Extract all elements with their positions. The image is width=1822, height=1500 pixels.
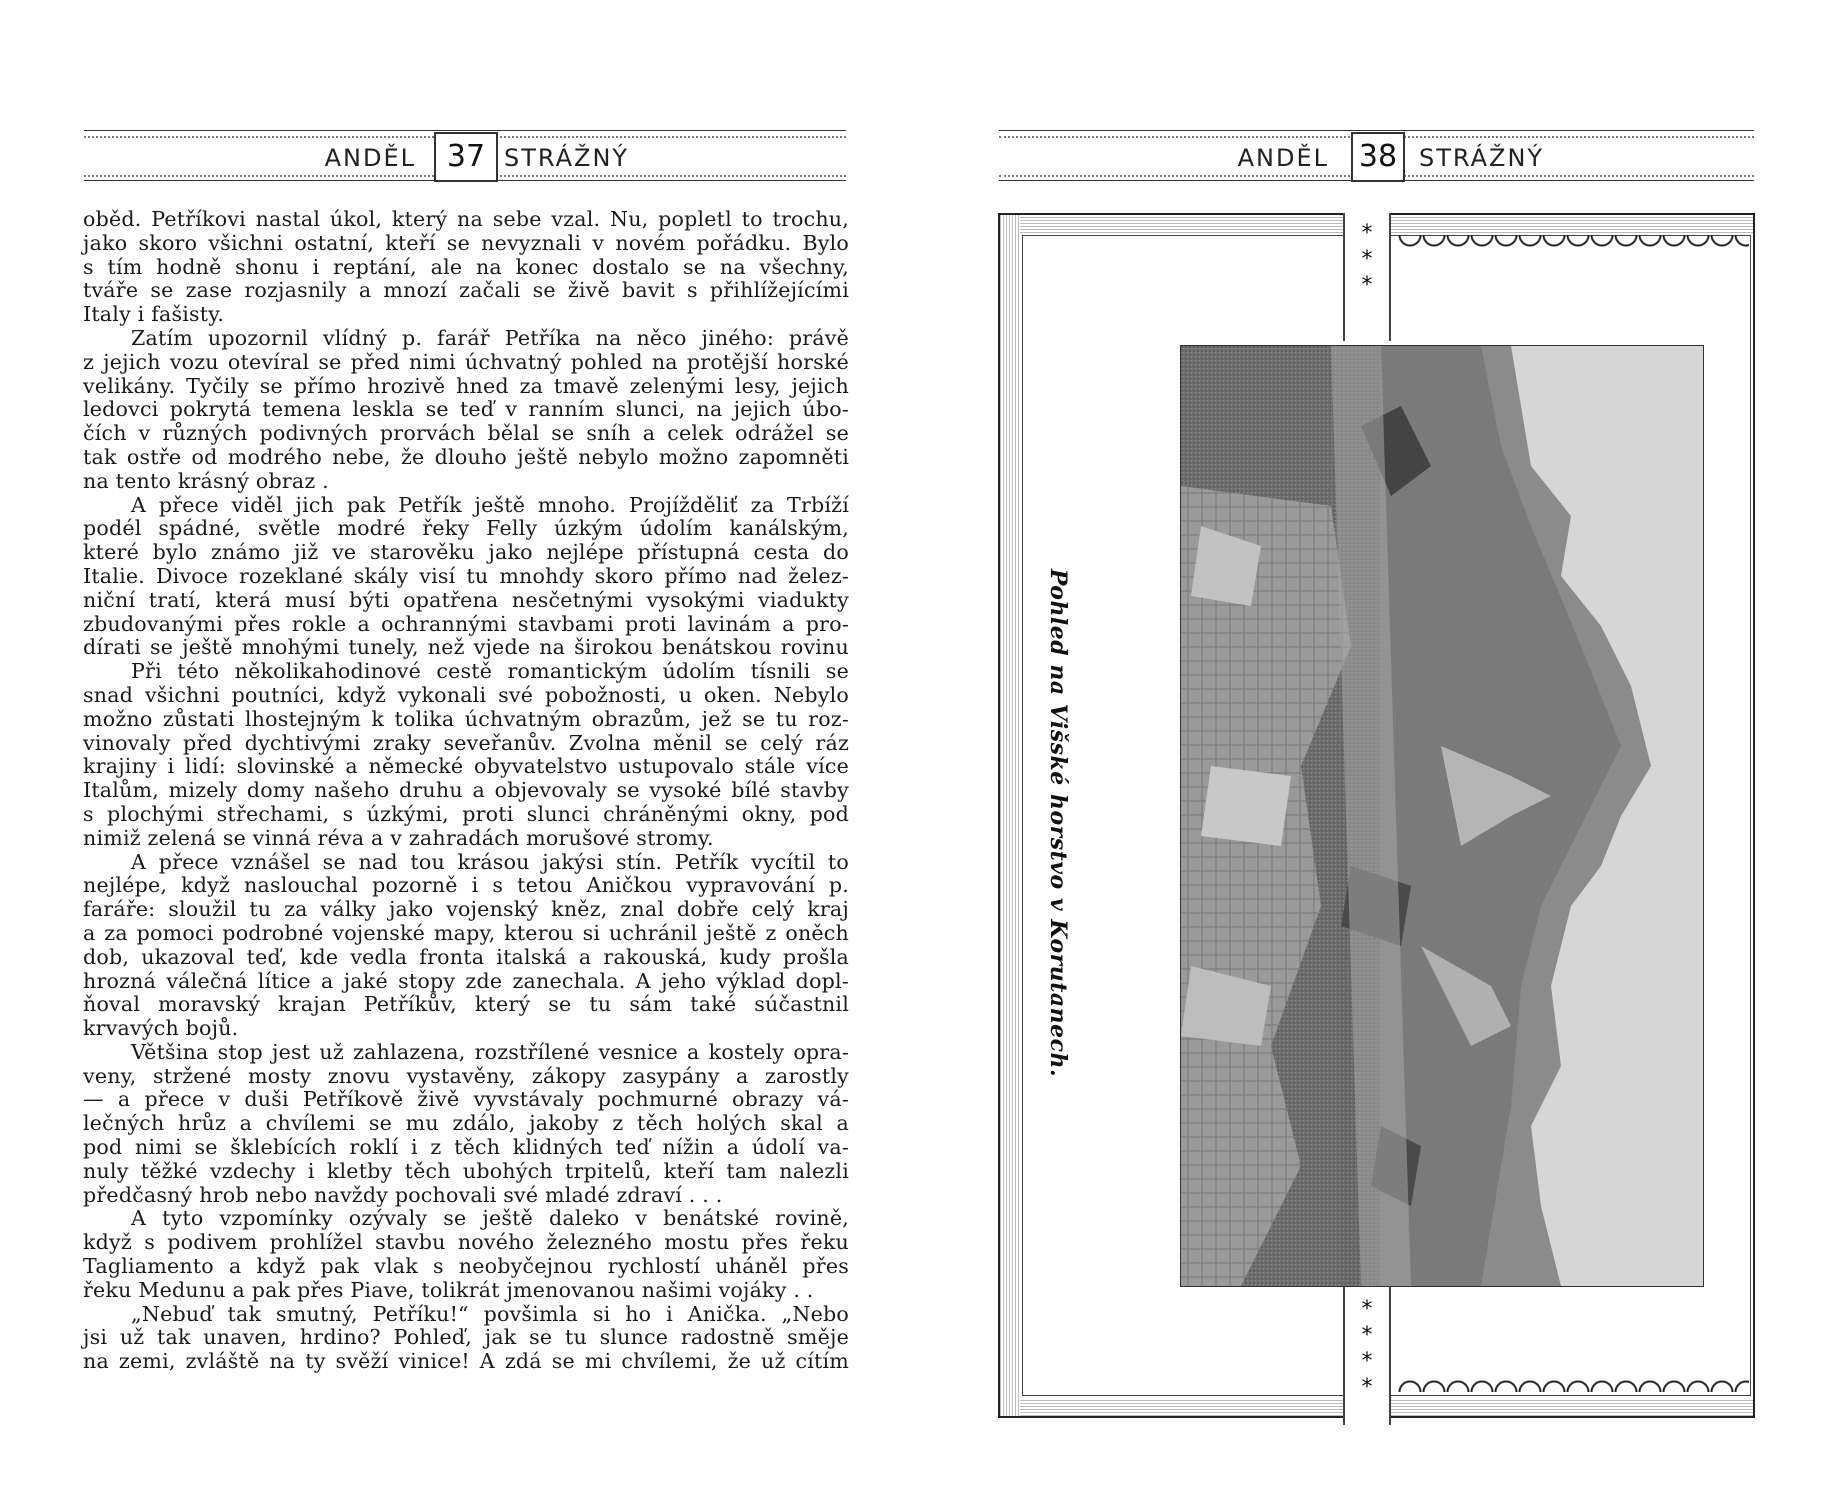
text-line: ňoval moravský krajan Petříkův, který se tu sám také súčastnil xyxy=(83,992,849,1017)
text-line: tváře se zase rozjasnily a mnozí začali se živě bavit s přihlížejícími xyxy=(83,278,849,303)
scallop-border-bottom xyxy=(1398,1374,1749,1392)
text-line: nuly těžké vzdechy i kletby těch ubohých trpitelů, kteří tam nalezli xyxy=(83,1158,849,1183)
text-line: snad všichni poutníci, když vykonali své pobožnosti, u oken. Nebylo xyxy=(83,682,849,707)
running-header xyxy=(84,128,846,184)
text-line: z jejich vozu otevíral se před nimi úchvatný pohled na protější horské xyxy=(83,349,849,374)
text-line: krajiny i lidí: slovinské a německé obyvatelstvo ustupovalo stále více xyxy=(83,754,849,779)
text-line: zbudovanými přes rokle a ochrannými stavbami proti lavinám a pro- xyxy=(83,611,849,636)
text-line: — a přece v duši Petříkově živě vyvstávaly pochmurné obrazy vá- xyxy=(83,1087,849,1112)
text-line: hrozná válečná lítice a jaké stopy zde zanechala. A jeho výklad dopl- xyxy=(83,968,849,993)
plate-hatch-left xyxy=(1000,215,1020,1416)
text-line: A tyto vzpomínky ozývaly se ještě daleko v benátské rovině, xyxy=(131,1206,849,1231)
text-line: s tím hodně shonu i reptání, ale na konec dostalo se na všechny, xyxy=(83,254,849,279)
text-line: niční tratí, která musí býti opatřena nesčetnými vysokými viadukty xyxy=(83,587,849,612)
page-number: 38 xyxy=(1351,132,1405,182)
text-line: Italy i fašisty. xyxy=(83,302,225,327)
text-line: tak ostře od modrého nebe, že dlouho ještě nebylo možno zapomněti xyxy=(83,444,849,469)
header-word-right: STRÁŽNÝ xyxy=(504,144,630,172)
text-line: oběd. Petříkovi nastal úkol, který na sebe vzal. Nu, popletl to trochu, xyxy=(83,207,849,231)
header-word-left: ANDĚL xyxy=(324,144,416,172)
photo-mountain-village xyxy=(1181,346,1703,1286)
text-line: dírati se ještě mnohými tunely, než vjede na širokou benátskou rovinu xyxy=(83,635,849,660)
text-line: Tagliamento a když pak vlak s neobyčejnou rychlostí uháněl přes xyxy=(83,1254,849,1279)
landscape-photo xyxy=(1180,345,1704,1287)
text-line: které bylo známo již ve starověku jako nejlépe přístupná cesta do xyxy=(83,540,849,565)
text-line: A přece vznášel se nad tou krásou jakýsi stín. Petřík vycítil to xyxy=(131,849,849,874)
header-word-left: ANDĚL xyxy=(1237,144,1329,172)
text-line: A přece viděl jich pak Petřík ještě mnoho. Projížděliť za Trbíží xyxy=(131,492,849,517)
text-line: faráře: sloužil tu za války jako vojenský kněz, znal dobře celý kraj xyxy=(83,897,849,922)
ornament-stars-top: * * * xyxy=(1343,213,1391,341)
text-line: možno zůstati lhostejným k tolika úchvatným obrazům, jež se tu roz- xyxy=(83,706,849,731)
text-line: Většina stop jest už zahlazena, rozstřílené vesnice a kostely opra- xyxy=(131,1039,849,1064)
text-line: veny, stržené mosty znovu vystavěny, zákopy zasypány a zarostly xyxy=(83,1063,849,1088)
text-line: podél spádné, světle modré řeky Felly úzkým údolím kanálským, xyxy=(83,516,849,541)
text-line: předčasný hrob nebo navždy pochovali své mladé zdraví . . . xyxy=(83,1182,723,1207)
text-line: Zatím upozornil vlídný p. farář Petříka na něco jiného: právě xyxy=(131,325,849,350)
ornament-stars-bottom: * * * * xyxy=(1343,1283,1391,1425)
text-line: dob, ukazoval teď, kde vedla fronta italská a rakouská, kudy prošla xyxy=(83,944,849,969)
text-line: s plochými střechami, s úzkými, proti slunci chráněnými okny, pod xyxy=(83,801,849,826)
right-page xyxy=(911,0,1822,1500)
text-line: vinovaly před dychtivými zraky seveřanův. Zvolna měnil se celý ráz xyxy=(83,730,849,755)
plate-caption xyxy=(1038,563,1078,1083)
caption-text: Pohled na Višské horstvo v Korutanech. xyxy=(1045,568,1071,1078)
scallop-border-top xyxy=(1398,235,1749,253)
text-line: řeku Medunu a pak přes Piave, tolikrát jmenovanou našimi vojáky . . xyxy=(83,1277,814,1302)
text-line: jsi už tak unaven, hrdino? Pohleď, jak se tu slunce radostně směje xyxy=(83,1325,849,1350)
text-line: krvavých bojů. xyxy=(83,1016,239,1041)
illustration-plate xyxy=(998,213,1755,1418)
text-line: pod nimi se šklebících roklí i z těch klidných teď nížin a údolí va- xyxy=(83,1135,849,1160)
text-line: nejlépe, když naslouchal pozorně i s tetou Aničkou vypravování p. xyxy=(83,873,849,898)
text-line: Při této několikahodinové cestě romantickým údolím tísnili se xyxy=(131,659,849,684)
text-line: když s podivem prohlížel stavbu nového železného mostu přes řeku xyxy=(83,1230,849,1255)
text-line: Italie. Divoce rozeklané skály visí tu mnohdy skoro přímo nad želez- xyxy=(83,563,849,588)
text-line: ledovci pokrytá temena leskla se teď v ranním slunci, na jejich úbo- xyxy=(83,397,849,422)
text-line: nimiž zelená se vinná réva a v zahradách morušové stromy. xyxy=(83,825,714,850)
text-line: Italům, mizely domy našeho druhu a objevovaly se vysoké bílé stavby xyxy=(83,778,849,803)
text-line: na zemi, zvláště na ty svěží vinice! A zdá se mi chvílemi, že už cítím xyxy=(83,1349,849,1374)
text-line: čích v různých podivných prorvách bělal se sníh a celek odrážel se xyxy=(83,421,849,446)
text-line: a za pomoci podrobné vojenské mapy, kterou si uchránil ještě z oněch xyxy=(83,920,849,945)
text-line: jako skoro všichni ostatní, kteří se nevyznali v novém pořádku. Bylo xyxy=(83,230,849,255)
text-line: na tento krásný obraz . xyxy=(83,468,329,493)
header-word-right: STRÁŽNÝ xyxy=(1419,144,1545,172)
running-header xyxy=(999,128,1754,184)
text-line: „Nebuď tak smutný, Petříku!“ povšimla si ho i Anička. „Nebo xyxy=(131,1301,849,1326)
body-text xyxy=(83,208,849,1374)
page-number: 37 xyxy=(434,132,498,182)
text-line: lečných hrůz a chvílemi se mu zdálo, jakoby z těch holých skal a xyxy=(83,1111,849,1136)
text-line: velikány. Tyčily se přímo hrozivě hned za tmavě zelenými lesy, jejich xyxy=(83,373,849,398)
